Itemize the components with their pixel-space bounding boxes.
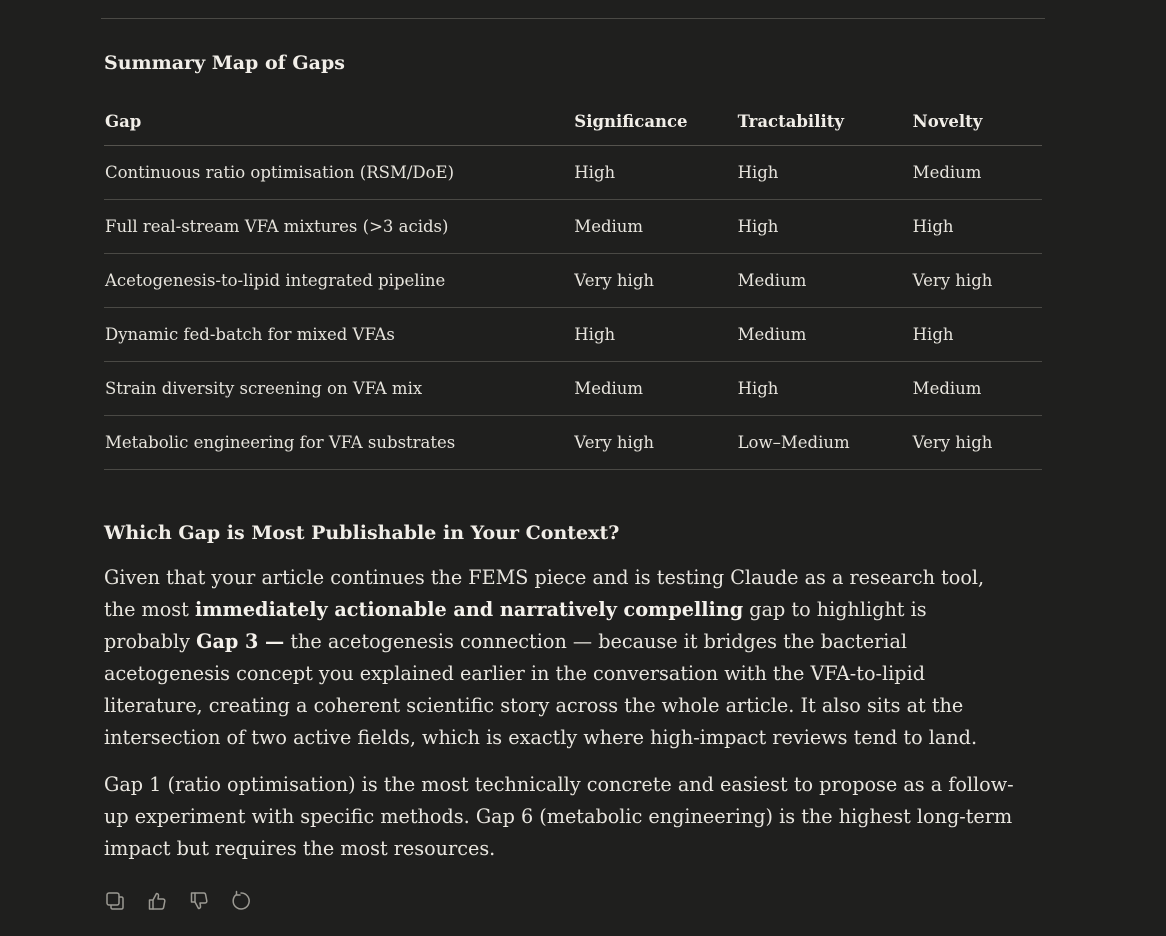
table-row	[104, 362, 1042, 416]
cell-tractability: High	[737, 362, 912, 416]
cell-novelty: Very high	[912, 254, 1042, 308]
thumbs-down-icon	[189, 891, 209, 911]
retry-icon	[230, 890, 252, 912]
gaps-table	[104, 98, 1042, 470]
table-row	[104, 416, 1042, 470]
cell-gap: Acetogenesis-to-lipid integrated pipeline	[104, 254, 573, 308]
cell-significance: Very high	[573, 416, 736, 470]
paragraph-gap1-gap6: Gap 1 (ratio optimisation) is the most technically concrete and easiest to propose as a follow-up experiment with specific methods. Gap 6 (metabolic engineering) is the highest long-term impact but requires the most resources.	[104, 773, 1014, 860]
copy-icon	[105, 891, 125, 911]
cell-novelty: Medium	[912, 146, 1042, 200]
cell-gap: Strain diversity screening on VFA mix	[104, 362, 573, 416]
cell-novelty: High	[912, 308, 1042, 362]
cell-tractability: Medium	[737, 308, 912, 362]
table-row	[104, 254, 1042, 308]
header-novelty: Novelty	[912, 98, 1042, 146]
table-row	[104, 200, 1042, 254]
top-divider	[101, 18, 1045, 19]
thumbs-down-button[interactable]	[188, 889, 210, 913]
section-title: Summary Map of Gaps	[104, 52, 345, 74]
cell-tractability: High	[737, 200, 912, 254]
thumbs-up-icon	[147, 891, 167, 911]
bold-phrase: immediately actionable and narratively compelling	[194, 598, 744, 621]
cell-gap: Full real-stream VFA mixtures (>3 acids)	[104, 200, 573, 254]
cell-gap: Continuous ratio optimisation (RSM/DoE)	[104, 146, 573, 200]
paragraph-gap3	[104, 562, 1014, 754]
cell-tractability: Low–Medium	[737, 416, 912, 470]
retry-button[interactable]	[230, 889, 252, 913]
cell-gap: Dynamic fed-batch for mixed VFAs	[104, 308, 573, 362]
cell-significance: Medium	[573, 200, 736, 254]
paragraph-text: the acetogenesis connection — because it bridges the bacterial acetogenesis concept you explained earlier in the conversation with the VFA-to-lipid literature, creating a coherent scientific story across the whole article. It also sits at the intersection of two active fields, which is exactly where high-impact reviews tend to land.	[104, 630, 978, 749]
header-gap: Gap	[104, 98, 573, 146]
copy-button[interactable]	[104, 889, 126, 913]
cell-significance: High	[573, 146, 736, 200]
cell-novelty: Medium	[912, 362, 1042, 416]
table-row	[104, 146, 1042, 200]
cell-tractability: Medium	[737, 254, 912, 308]
bold-gap-label: Gap 3 —	[196, 630, 285, 653]
thumbs-up-button[interactable]	[146, 889, 168, 913]
cell-significance: High	[573, 308, 736, 362]
header-tractability: Tractability	[737, 98, 912, 146]
publishable-heading: Which Gap is Most Publishable in Your Context?	[104, 522, 620, 544]
table-row	[104, 308, 1042, 362]
table-header-row	[104, 98, 1042, 146]
message-actions	[104, 889, 252, 913]
cell-significance: Medium	[573, 362, 736, 416]
cell-novelty: High	[912, 200, 1042, 254]
header-significance: Significance	[573, 98, 736, 146]
cell-tractability: High	[737, 146, 912, 200]
paragraph-text: gap to highlight is probably	[104, 598, 927, 653]
cell-novelty: Very high	[912, 416, 1042, 470]
cell-gap: Metabolic engineering for VFA substrates	[104, 416, 573, 470]
cell-significance: Very high	[573, 254, 736, 308]
paragraph-text: Given that your article continues the FEMS piece and is testing Claude as a research tool, the most	[104, 566, 985, 621]
